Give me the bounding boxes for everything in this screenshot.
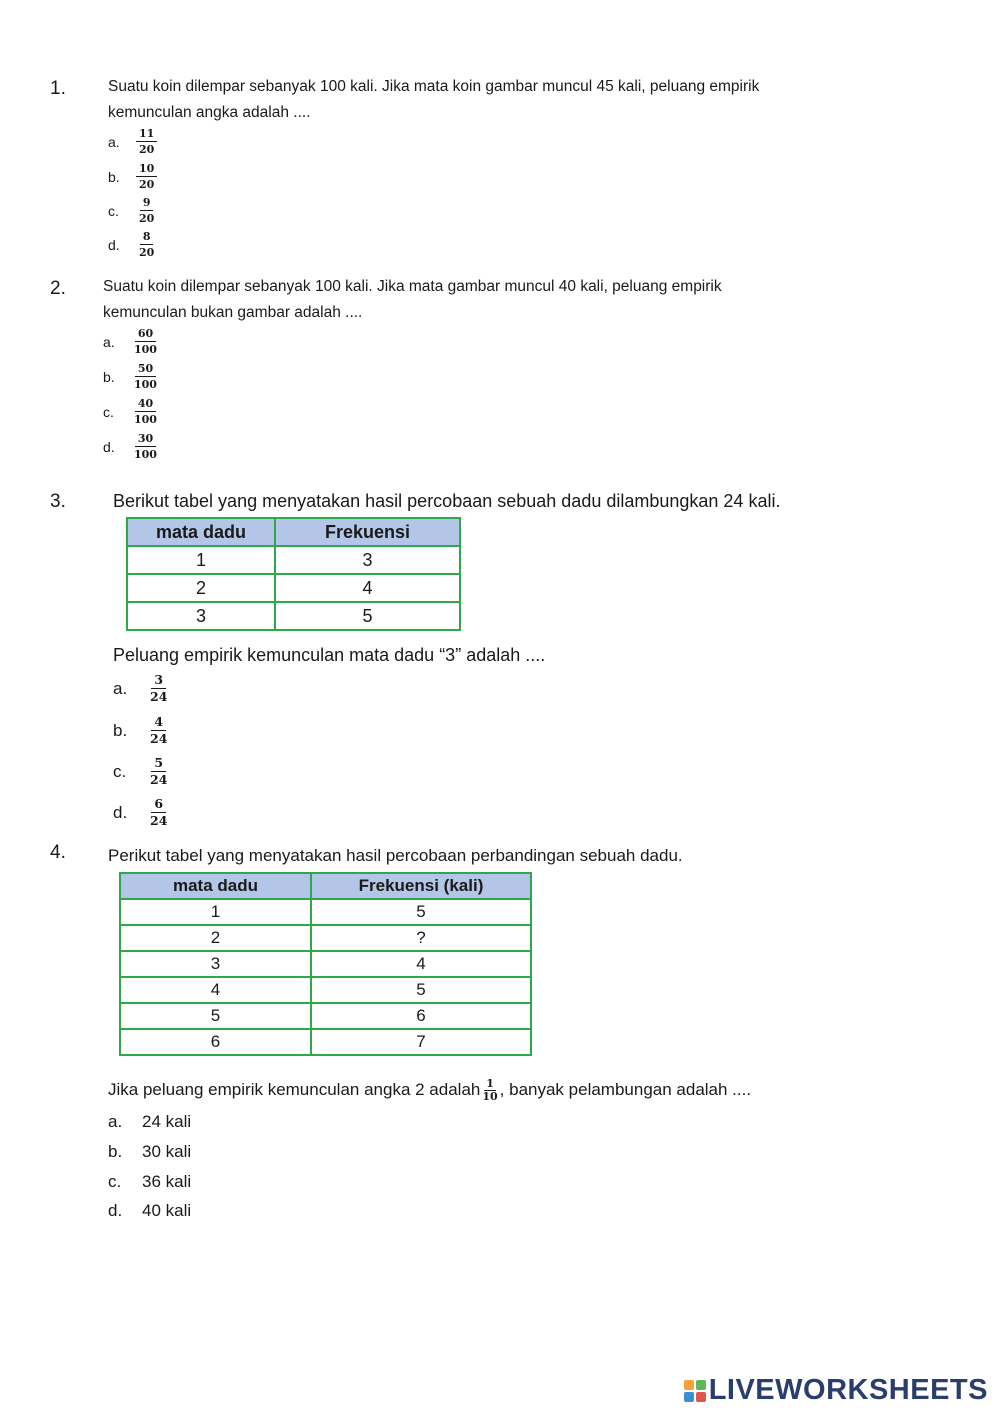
table-header: Frekuensi: [275, 518, 460, 546]
option-label: c.: [108, 202, 119, 219]
table-cell: 5: [275, 602, 460, 630]
q3-question: Peluang empirik kemunculan mata dadu “3” adalah ....: [113, 645, 546, 665]
option-label: b.: [113, 720, 128, 740]
q3-number: 3.: [50, 491, 66, 512]
table-cell: 7: [311, 1029, 531, 1055]
denominator: 10: [482, 1090, 498, 1104]
q3-option-c[interactable]: [113, 756, 170, 787]
numerator: 1: [486, 1077, 494, 1091]
numerator: 8: [140, 230, 154, 245]
option-label: d.: [108, 1201, 123, 1220]
q3-text: Berikut tabel yang menyatakan hasil percobaan sebuah dadu dilambungkan 24 kali.: [113, 491, 781, 511]
numerator: 5: [151, 756, 166, 772]
denominator: 20: [139, 143, 155, 156]
fraction: [147, 673, 170, 704]
numerator: 60: [135, 327, 156, 342]
q2-text-line2: kemunculan bukan gambar adalah ....: [103, 304, 363, 321]
numerator: 11: [136, 127, 157, 142]
denominator: 24: [150, 772, 168, 787]
table-cell: 5: [120, 1003, 311, 1029]
option-label: b.: [108, 168, 120, 185]
q4-number: 4.: [50, 842, 66, 863]
q2-option-d[interactable]: [103, 432, 160, 461]
q3-option-b[interactable]: [113, 715, 170, 746]
q3-option-d[interactable]: [113, 797, 170, 828]
q2-text-line1: Suatu koin dilempar sebanyak 100 kali. Jika mata gambar muncul 40 kali, peluang empirik: [103, 278, 722, 295]
table-row: [127, 602, 460, 630]
denominator: 24: [150, 689, 168, 704]
denominator: 100: [134, 343, 157, 356]
option-label: a.: [113, 678, 128, 698]
table-row: [127, 546, 460, 574]
option-label: d.: [108, 236, 120, 253]
fraction: [131, 432, 160, 461]
table-cell: 1: [120, 899, 311, 925]
fraction: [482, 1078, 497, 1103]
option-label: d.: [103, 438, 115, 455]
table-cell: 6: [311, 1003, 531, 1029]
q4-question-before: Jika peluang empirik kemunculan angka 2 adalah: [108, 1080, 481, 1099]
fraction: [136, 162, 157, 191]
table-cell: 5: [311, 977, 531, 1003]
table-cell: 3: [127, 602, 275, 630]
numerator: 4: [151, 715, 166, 731]
option-label: b.: [103, 368, 115, 385]
q4-option-b[interactable]: [108, 1142, 191, 1162]
denominator: 20: [139, 178, 155, 191]
table-cell: 4: [120, 977, 311, 1003]
table-row: [120, 1029, 531, 1055]
q1-number: 1.: [50, 78, 66, 99]
numerator: 3: [151, 673, 166, 689]
fraction: [131, 362, 160, 391]
q1-text-line1: Suatu koin dilempar sebanyak 100 kali. Jika mata koin gambar muncul 45 kali, peluang empirik: [108, 78, 760, 95]
numerator: 30: [135, 432, 156, 447]
q2-option-b[interactable]: [103, 362, 160, 391]
denominator: 100: [134, 378, 157, 391]
denominator: 24: [150, 731, 168, 746]
table-cell: 1: [127, 546, 275, 574]
liveworksheets-logo[interactable]: [684, 1374, 988, 1407]
q4-table: [119, 872, 532, 1056]
table-cell: 3: [275, 546, 460, 574]
numerator: 50: [135, 362, 156, 377]
denominator: 24: [150, 813, 168, 828]
option-label: a.: [103, 333, 115, 350]
table-cell: 4: [311, 951, 531, 977]
table-cell: 6: [120, 1029, 311, 1055]
numerator: 6: [151, 797, 166, 813]
table-cell: 3: [120, 951, 311, 977]
table-cell: 2: [120, 925, 311, 951]
fraction: [131, 397, 160, 426]
logo-square-icon: [684, 1392, 694, 1402]
fraction: [136, 196, 157, 225]
table-cell: 2: [127, 574, 275, 602]
q1-option-a[interactable]: [108, 127, 157, 156]
q2-option-c[interactable]: [103, 397, 160, 426]
q1-option-b[interactable]: [108, 162, 157, 191]
table-row: [120, 977, 531, 1003]
q4-question-after: , banyak pelambungan adalah ....: [499, 1080, 752, 1099]
denominator: 20: [139, 246, 155, 259]
option-label: d.: [113, 802, 128, 822]
q2-option-a[interactable]: [103, 327, 160, 356]
table-header: mata dadu: [127, 518, 275, 546]
fraction: [131, 327, 160, 356]
table-header-row: [120, 873, 531, 899]
q1-text-line2: kemunculan angka adalah ....: [108, 104, 311, 121]
option-text: 30 kali: [142, 1142, 192, 1161]
table-header-row: [127, 518, 460, 546]
option-label: c.: [108, 1172, 122, 1191]
q4-option-c[interactable]: [108, 1172, 191, 1192]
q4-option-a[interactable]: [108, 1112, 191, 1132]
fraction: [136, 230, 157, 259]
q4-option-d[interactable]: [108, 1201, 191, 1221]
table-header: Frekuensi (kali): [311, 873, 531, 899]
denominator: 100: [134, 448, 157, 461]
denominator: 20: [139, 212, 155, 225]
option-text: 24 kali: [142, 1112, 192, 1131]
logo-square-icon: [696, 1380, 706, 1390]
table-row: [120, 951, 531, 977]
logo-text: LIVEWORKSHEETS: [708, 1374, 988, 1406]
numerator: 10: [136, 162, 157, 177]
q3-option-a[interactable]: [113, 673, 170, 704]
q1-option-d[interactable]: [108, 230, 157, 259]
table-row: [127, 574, 460, 602]
option-text: 40 kali: [142, 1201, 192, 1220]
fraction: [147, 715, 170, 746]
denominator: 100: [134, 413, 157, 426]
q4-text: Perikut tabel yang menyatakan hasil percobaan perbandingan sebuah dadu.: [108, 846, 683, 865]
logo-square-icon: [696, 1392, 706, 1402]
option-label: b.: [108, 1142, 123, 1161]
logo-square-icon: [684, 1380, 694, 1390]
numerator: 9: [140, 196, 154, 211]
table-cell: 5: [311, 899, 531, 925]
option-label: c.: [103, 403, 114, 420]
q3-table: [126, 517, 461, 631]
table-cell: 4: [275, 574, 460, 602]
numerator: 40: [135, 397, 156, 412]
table-row: [120, 899, 531, 925]
fraction: [136, 127, 157, 156]
logo-mark-icon: [684, 1380, 706, 1402]
fraction: [147, 797, 170, 828]
option-label: a.: [108, 133, 120, 150]
option-label: a.: [108, 1112, 123, 1131]
table-cell: ?: [311, 925, 531, 951]
table-row: [120, 1003, 531, 1029]
option-label: c.: [113, 761, 127, 781]
q4-question: [108, 1073, 751, 1107]
option-text: 36 kali: [142, 1172, 192, 1191]
q2-number: 2.: [50, 278, 66, 299]
fraction: [147, 756, 170, 787]
q1-option-c[interactable]: [108, 196, 157, 225]
table-header: mata dadu: [120, 873, 311, 899]
table-row: [120, 925, 531, 951]
